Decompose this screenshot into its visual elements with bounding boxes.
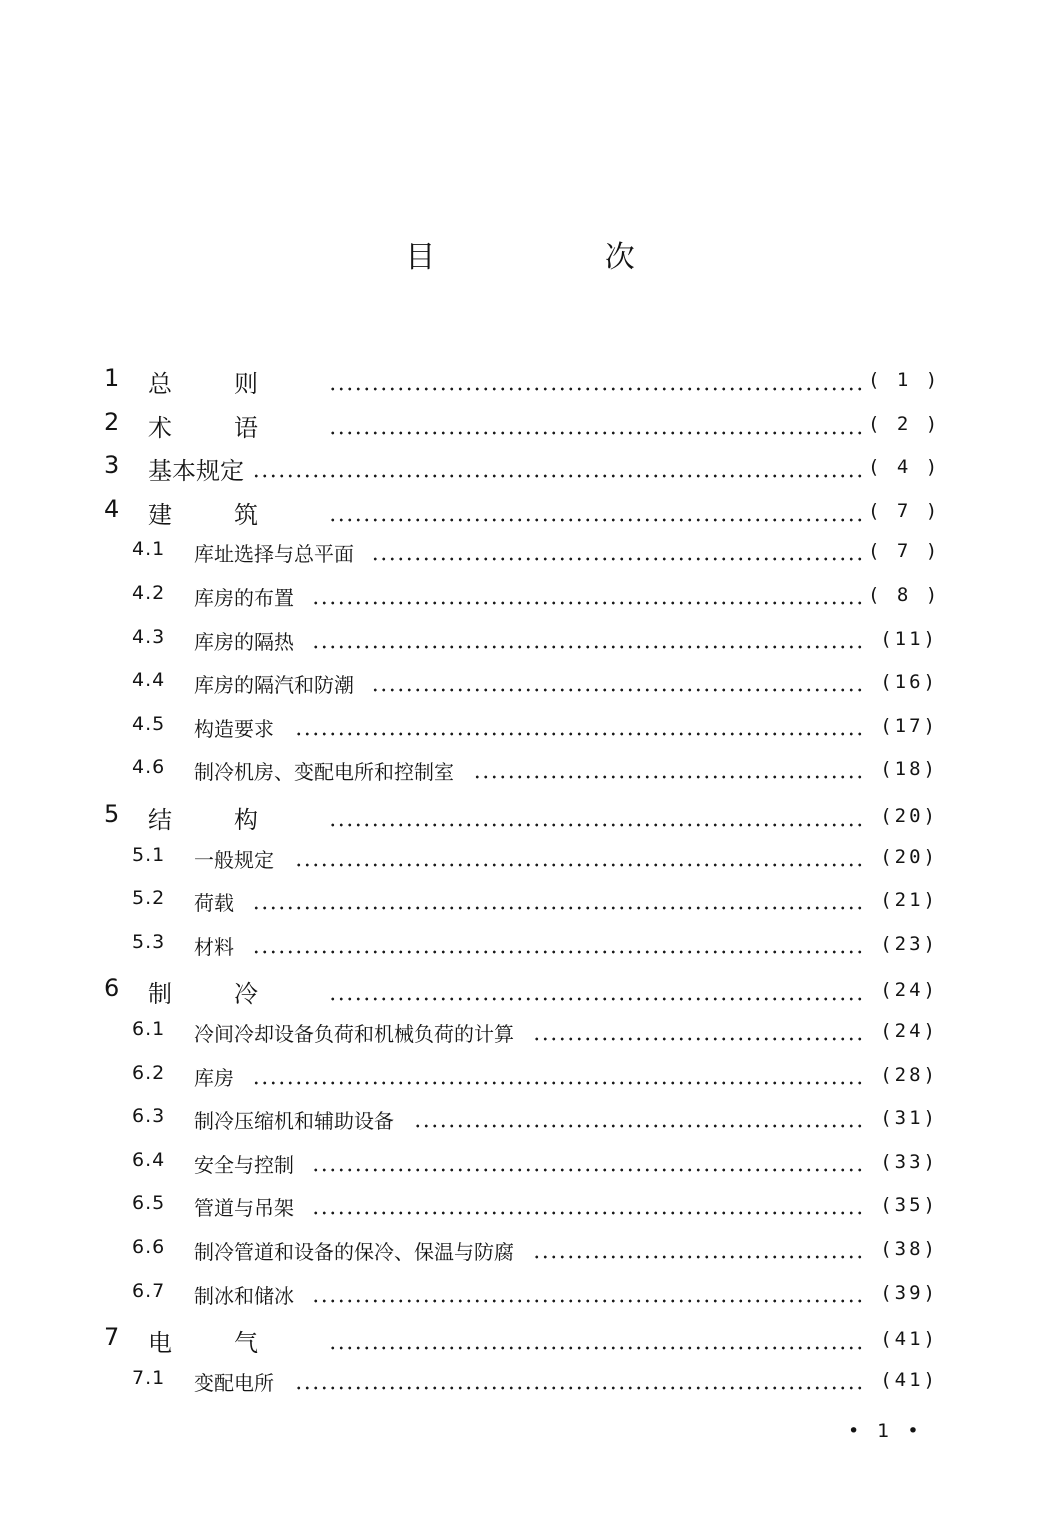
toc-entry-title: 库房的隔热	[194, 626, 296, 655]
toc-section-entry[interactable]	[0, 1280, 1040, 1320]
toc-entry-number: 6.5	[132, 1192, 166, 1215]
toc-section-entry[interactable]	[0, 756, 1040, 796]
toc-entry-number: 6.1	[132, 1018, 166, 1040]
toc-entry-title: 安全与控制	[194, 1149, 296, 1178]
toc-entry-title: 制冷管道和设备的保冷、保温与防腐	[194, 1236, 516, 1265]
toc-dot-leader	[252, 906, 864, 910]
toc-entry-number: 6.3	[132, 1105, 166, 1128]
toc-entry-page: ( 2 )	[868, 412, 941, 435]
toc-entry-title: 冷间冷却设备负荷和机械负荷的计算	[194, 1018, 516, 1047]
toc-dot-leader	[326, 823, 864, 827]
toc-dot-leader	[292, 863, 864, 867]
toc-entry-title: 材料	[194, 931, 236, 960]
toc-entry-title: 制冷	[148, 974, 322, 1009]
page-title: 目 次	[405, 240, 715, 275]
toc-entry-title: 基本规定	[148, 451, 246, 486]
toc-section-entry[interactable]	[0, 1018, 1040, 1058]
toc-entry-page: (24)	[880, 979, 938, 1002]
toc-entry-page: (16)	[880, 671, 938, 694]
toc-entry-number: 7	[104, 1323, 120, 1352]
toc-dot-leader	[532, 1255, 864, 1259]
toc-entry-page: (39)	[880, 1281, 938, 1304]
toc-entry-page: ( 4 )	[868, 456, 941, 479]
toc-entry-number: 7.1	[132, 1366, 166, 1389]
toc-section-entry[interactable]	[0, 844, 1040, 884]
toc-section-entry[interactable]	[0, 626, 1040, 666]
toc-dot-leader	[292, 732, 864, 736]
toc-entry-page: (24)	[880, 1020, 938, 1042]
toc-section-entry[interactable]	[0, 669, 1040, 709]
toc-entry-page: ( 8 )	[868, 584, 941, 606]
toc-entry-page: (23)	[880, 932, 938, 955]
toc-entry-title: 总则	[148, 364, 322, 399]
toc-entry-page: (28)	[880, 1063, 938, 1086]
toc-entry-title: 库房的布置	[194, 582, 296, 611]
toc-entry-number: 3	[104, 451, 120, 480]
toc-entry-title: 制冷压缩机和辅助设备	[194, 1105, 396, 1134]
toc-entry-number: 4	[104, 494, 120, 523]
toc-entry-number: 4.6	[132, 756, 166, 779]
toc-entry-number: 4.3	[132, 625, 166, 648]
toc-dot-leader	[326, 387, 864, 391]
toc-dot-leader	[250, 474, 864, 478]
toc-dot-leader	[326, 431, 864, 435]
toc-entry-number: 5.1	[132, 843, 166, 866]
toc-entry-title: 一般规定	[194, 844, 276, 873]
toc-section-entry[interactable]	[0, 931, 1040, 971]
toc-entry-page: (20)	[880, 805, 938, 827]
toc-dot-leader	[312, 601, 864, 605]
toc-dot-leader	[532, 1037, 864, 1041]
toc-chapter-entry[interactable]	[0, 800, 1040, 840]
toc-dot-leader	[472, 775, 864, 779]
toc-entry-page: ( 7 )	[868, 499, 941, 522]
toc-entry-title: 构造要求	[194, 713, 276, 742]
toc-entry-page: (21)	[880, 889, 938, 912]
toc-entry-page: (35)	[880, 1194, 938, 1217]
toc-entry-number: 6	[104, 974, 120, 1003]
toc-dot-leader	[372, 688, 864, 692]
toc-section-entry[interactable]	[0, 1062, 1040, 1102]
toc-entry-number: 6.4	[132, 1148, 166, 1171]
toc-entry-number: 1	[104, 364, 120, 392]
toc-entry-page: (11)	[880, 627, 938, 650]
toc-entry-page: ( 1 )	[868, 369, 941, 391]
toc-section-entry[interactable]	[0, 1192, 1040, 1232]
toc-entry-title: 电气	[148, 1323, 322, 1358]
toc-entry-title: 变配电所	[194, 1367, 276, 1396]
toc-dot-leader	[312, 1299, 864, 1303]
toc-dot-leader	[326, 997, 864, 1001]
toc-entry-page: ( 7 )	[868, 540, 941, 563]
toc-chapter-entry[interactable]	[0, 1323, 1040, 1363]
toc-entry-number: 6.2	[132, 1061, 166, 1084]
toc-entry-number: 5	[104, 800, 120, 828]
toc-entry-title: 库房	[194, 1062, 236, 1091]
toc-entry-title: 术语	[148, 408, 322, 443]
toc-entry-page: (18)	[880, 758, 938, 781]
toc-chapter-entry[interactable]	[0, 364, 1040, 404]
toc-entry-number: 4.1	[132, 538, 166, 561]
toc-section-entry[interactable]	[0, 713, 1040, 753]
toc-entry-title: 建筑	[148, 495, 322, 530]
toc-entry-number: 5.2	[132, 887, 166, 910]
toc-entry-page: (33)	[880, 1150, 938, 1173]
toc-entry-page: (31)	[880, 1107, 938, 1130]
toc-dot-leader	[252, 950, 864, 954]
toc-dot-leader	[372, 557, 864, 561]
toc-entry-title: 管道与吊架	[194, 1192, 296, 1221]
toc-chapter-entry[interactable]	[0, 408, 1040, 448]
toc-entry-number: 2	[104, 407, 120, 436]
toc-entry-title: 荷载	[194, 887, 236, 916]
toc-dot-leader	[292, 1386, 864, 1390]
toc-chapter-entry[interactable]	[0, 495, 1040, 535]
toc-entry-number: 4.4	[132, 669, 166, 692]
toc-entry-number: 4.5	[132, 712, 166, 735]
toc-section-entry[interactable]	[0, 1367, 1040, 1407]
toc-entry-title: 制冰和储冰	[194, 1280, 296, 1309]
toc-entry-title: 结构	[148, 800, 322, 835]
toc-chapter-entry[interactable]	[0, 974, 1040, 1014]
toc-entry-number: 5.3	[132, 930, 166, 953]
toc-dot-leader	[326, 518, 864, 522]
toc-dot-leader	[312, 1168, 864, 1172]
toc-entry-number: 6.6	[132, 1236, 166, 1258]
toc-entry-title: 库房的隔汽和防潮	[194, 669, 356, 698]
toc-entry-number: 4.2	[132, 582, 166, 604]
toc-dot-leader	[412, 1124, 864, 1128]
toc-entry-number: 6.7	[132, 1279, 166, 1302]
toc-entry-title: 库址选择与总平面	[194, 538, 356, 567]
toc-entry-page: (20)	[880, 845, 938, 868]
toc-entry-page: (41)	[880, 1328, 938, 1351]
toc-entry-title: 制冷机房、变配电所和控制室	[194, 756, 456, 785]
toc-entry-page: (17)	[880, 714, 938, 737]
toc-dot-leader	[312, 645, 864, 649]
toc-entry-page: (41)	[880, 1368, 938, 1391]
toc-dot-leader	[252, 1081, 864, 1085]
toc-section-entry[interactable]	[0, 1149, 1040, 1189]
toc-section-entry[interactable]	[0, 582, 1040, 622]
toc-dot-leader	[326, 1346, 864, 1350]
toc-section-entry[interactable]	[0, 538, 1040, 578]
toc-chapter-entry[interactable]	[0, 451, 1040, 491]
toc-entry-page: (38)	[880, 1238, 938, 1260]
toc-section-entry[interactable]	[0, 1236, 1040, 1276]
page-number: • 1 •	[848, 1420, 925, 1442]
toc-section-entry[interactable]	[0, 1105, 1040, 1145]
toc-dot-leader	[312, 1211, 864, 1215]
toc-section-entry[interactable]	[0, 887, 1040, 927]
